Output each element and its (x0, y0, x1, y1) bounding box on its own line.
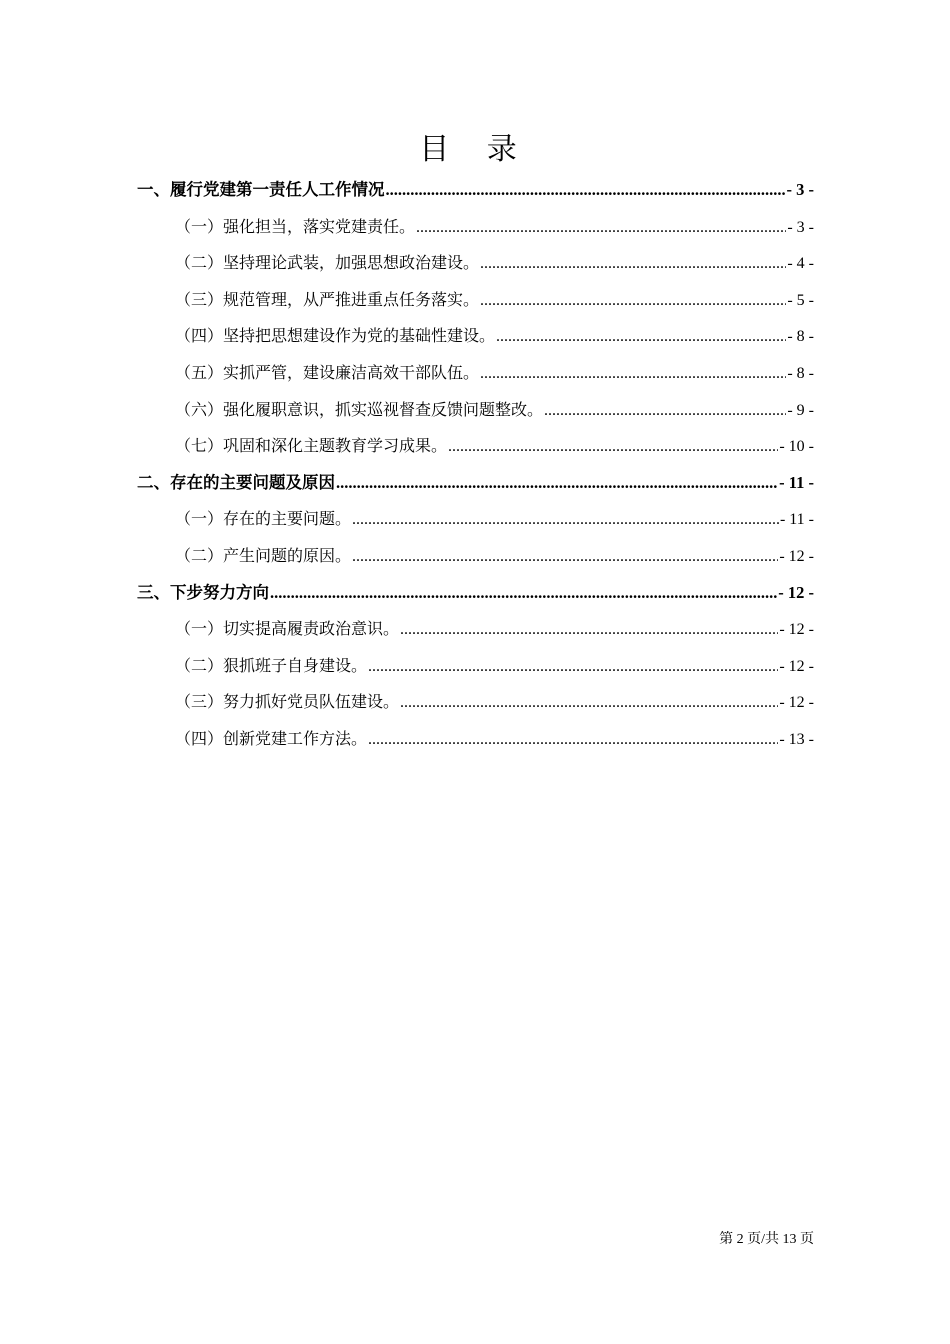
toc-leader-dots (368, 649, 778, 685)
toc-leader-dots (386, 172, 786, 209)
toc-entry-page: - 5 - (787, 291, 814, 309)
toc-leader-dots (368, 722, 778, 758)
toc-leader-dots (480, 283, 786, 319)
page-footer: 第 2 页/共 13 页 (719, 1232, 814, 1247)
toc-leader-dots (448, 429, 778, 465)
toc-entry[interactable] (137, 538, 814, 575)
toc-leader-dots (270, 575, 777, 612)
toc-entry[interactable] (137, 684, 814, 721)
toc-entry[interactable] (137, 648, 814, 685)
toc-leader-dots (544, 393, 786, 429)
toc-entry-page: - 9 - (787, 401, 814, 419)
toc-entry-page: - 10 - (779, 438, 814, 456)
toc-entry-page: - 12 - (779, 621, 814, 639)
toc-leader-dots (416, 210, 786, 246)
toc-entry-page: - 12 - (779, 657, 814, 675)
toc-entry-text: （六）强化履职意识，抓实巡视督查反馈问题整改。 (175, 399, 544, 419)
toc-entry-text: （三）努力抓好党员队伍建设。 (175, 692, 400, 712)
toc-title: 目 录 (419, 132, 531, 167)
toc-entry[interactable] (137, 282, 814, 319)
toc-entry[interactable] (137, 318, 814, 355)
toc-entry-page: - 3 - (787, 218, 814, 236)
toc-entry-text: （二）产生问题的原因。 (175, 545, 352, 565)
toc-entry-page: - 12 - (779, 547, 814, 565)
toc-entry-text: （一）切实提高履责政治意识。 (175, 619, 400, 639)
toc-leader-dots (496, 319, 786, 355)
toc-entry-text: （三）规范管理，从严推进重点任务落实。 (175, 289, 480, 309)
table-of-contents (137, 172, 814, 758)
toc-entry[interactable] (137, 172, 814, 209)
toc-entry[interactable] (137, 501, 814, 538)
toc-leader-dots (352, 502, 779, 538)
toc-entry-text: （四）创新党建工作方法。 (175, 728, 368, 748)
toc-entry-text: （二）狠抓班子自身建设。 (175, 655, 368, 675)
toc-entry[interactable] (137, 355, 814, 392)
toc-entry-page: - 11 - (779, 472, 814, 492)
toc-entry-text: （一）强化担当，落实党建责任。 (175, 216, 416, 236)
toc-entry-page: - 8 - (787, 328, 814, 346)
toc-entry-page: - 3 - (786, 180, 814, 199)
toc-entry[interactable] (137, 611, 814, 648)
toc-entry-text: （五）实抓严管，建设廉洁高效干部队伍。 (175, 362, 480, 382)
toc-leader-dots (352, 539, 778, 575)
toc-entry[interactable] (137, 245, 814, 282)
toc-entry-text: 三、下步努力方向 (137, 582, 269, 602)
toc-entry[interactable] (137, 428, 814, 465)
toc-entry-text: （四）坚持把思想建设作为党的基础性建设。 (175, 326, 496, 346)
toc-leader-dots (480, 246, 786, 282)
toc-entry-text: （一）存在的主要问题。 (175, 509, 352, 529)
toc-entry-text: （二）坚持理论武装，加强思想政治建设。 (175, 253, 480, 273)
toc-entry-page: - 12 - (779, 694, 814, 712)
toc-leader-dots (480, 356, 786, 392)
toc-leader-dots (400, 612, 778, 648)
toc-entry-page: - 13 - (779, 730, 814, 748)
toc-entry[interactable] (137, 392, 814, 429)
toc-entry[interactable] (137, 721, 814, 758)
toc-entry-page: - 8 - (787, 364, 814, 382)
toc-entry-page: - 11 - (779, 511, 814, 529)
toc-entry[interactable] (137, 465, 814, 502)
toc-entry-page: - 12 - (778, 582, 814, 602)
toc-entry-text: 二、存在的主要问题及原因 (137, 472, 335, 492)
toc-entry-text: （七）巩固和深化主题教育学习成果。 (175, 436, 448, 456)
toc-entry-page: - 4 - (787, 255, 814, 273)
toc-leader-dots (336, 465, 778, 502)
toc-entry-text: 一、履行党建第一责任人工作情况 (137, 180, 385, 199)
toc-leader-dots (400, 685, 778, 721)
toc-entry[interactable] (137, 209, 814, 246)
toc-entry[interactable] (137, 575, 814, 612)
